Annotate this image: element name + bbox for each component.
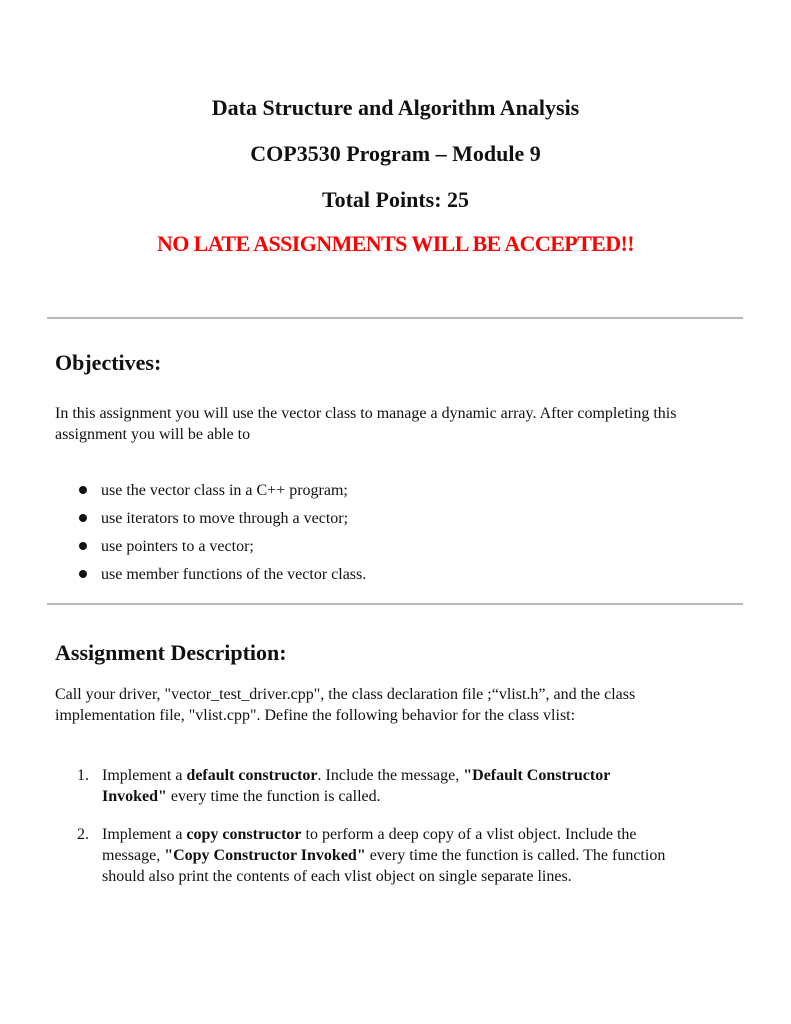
objectives-intro: In this assignment you will use the vector class to manage a dynamic array. After completing this assignment you will be able to [55,405,677,443]
bullet-icon [79,542,87,550]
divider [47,603,743,605]
item-number: 1. [77,767,89,784]
assignment-intro: Call your driver, "vector_test_driver.cpp", the class declaration file ;“vlist.h”, and the class implementation file, "vlist.cpp". Define the following behavior for the class vlist: [55,686,636,724]
divider [47,317,743,319]
item-text: Implement a default constructor. Include the message, "Default Constructor Invoked" every time the function is called. [102,767,611,805]
list-item-text: use pointers to a vector; [101,538,254,555]
objectives-list [55,480,366,592]
program-module: COP3530 Program – Module 9 [250,141,541,166]
total-points: Total Points: 25 [321,187,470,212]
objectives-heading: Objectives: [55,350,162,375]
late-warning: NO LATE ASSIGNMENTS WILL BE ACCEPTED!! [156,231,634,256]
numbered-item [77,765,677,807]
bullet-icon [79,514,87,522]
list-item [55,536,366,564]
list-item-text: use iterators to move through a vector; [101,510,349,527]
list-item [55,564,366,592]
bullet-icon [79,570,87,578]
assignment-heading: Assignment Description: [55,640,287,665]
numbered-item [77,824,677,887]
list-item-text: use member functions of the vector class. [101,566,367,583]
list-item-text: use the vector class in a C++ program; [101,482,348,499]
item-text: Implement a copy constructor to perform a deep copy of a vlist object. Include the message, "Copy Constructor Invoked" every time the function is called. The function should also print the contents of each vlist object on single separate lines. [102,826,666,885]
course-title: Data Structure and Algorithm Analysis [211,95,580,120]
list-item [55,480,366,508]
bullet-icon [79,486,87,494]
item-number: 2. [77,826,89,843]
list-item [55,508,366,536]
